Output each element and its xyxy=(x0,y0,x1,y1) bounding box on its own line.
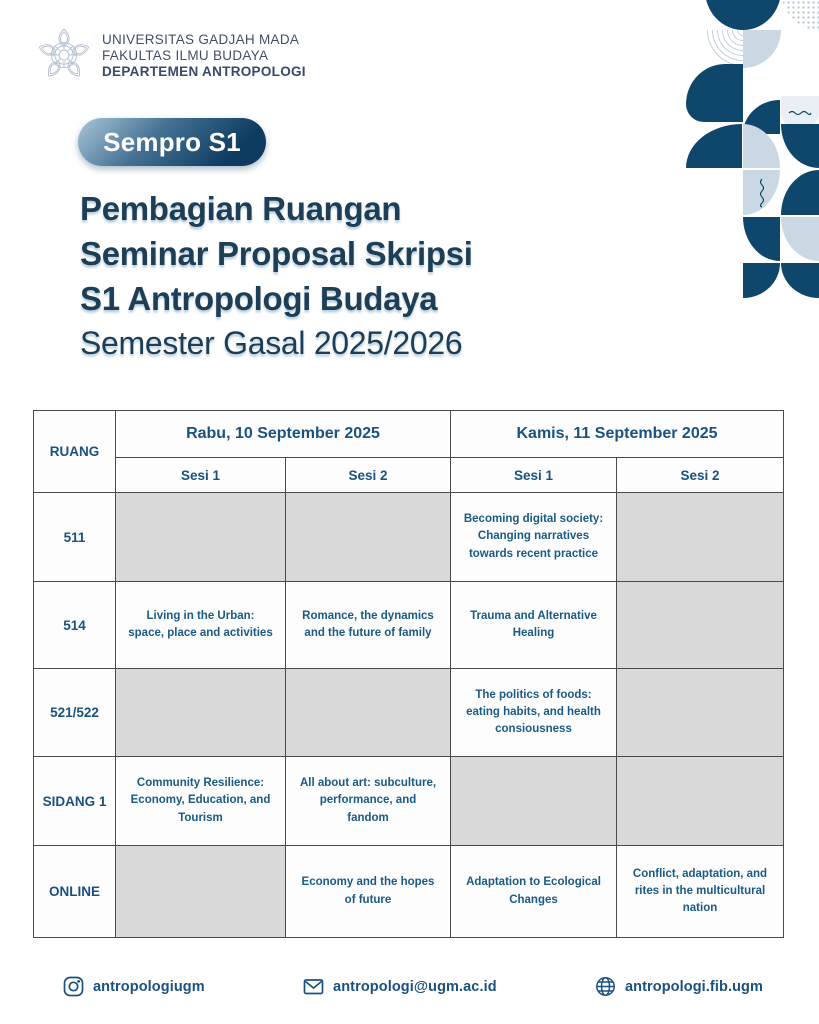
table-row xyxy=(34,582,784,669)
table-row xyxy=(34,493,784,582)
room-label: ONLINE xyxy=(34,846,116,938)
column-header-sesi-4: Sesi 2 xyxy=(617,458,784,493)
table-row xyxy=(34,846,784,938)
empty-cell xyxy=(617,669,784,757)
topic-cell: Economy and the hopes of future xyxy=(286,846,451,938)
empty-cell xyxy=(617,582,784,669)
schedule-table xyxy=(33,410,784,938)
squiggle-icon xyxy=(758,178,766,208)
mosaic-dotted-fan xyxy=(781,0,819,30)
column-header-day-2: Kamis, 11 September 2025 xyxy=(451,411,784,458)
topic-cell: Community Resilience: Economy, Education, and Tourism xyxy=(116,757,286,846)
empty-cell xyxy=(116,669,286,757)
mail-icon xyxy=(303,976,324,997)
empty-cell xyxy=(286,493,451,582)
title-line-3: S1 Antropologi Budaya xyxy=(80,280,438,317)
org-line-department: DEPARTEMEN ANTROPOLOGI xyxy=(102,64,306,80)
mosaic-leaf xyxy=(686,64,743,122)
table-header-session-row xyxy=(34,458,784,493)
topic-cell: Living in the Urban: space, place and activities xyxy=(116,582,286,669)
empty-cell xyxy=(617,493,784,582)
room-label: 521/522 xyxy=(34,669,116,757)
room-label: 514 xyxy=(34,582,116,669)
org-line-faculty: FAKULTAS ILMU BUDAYA xyxy=(102,48,269,64)
column-header-sesi-2: Sesi 2 xyxy=(286,458,451,493)
org-line-university: UNIVERSITAS GADJAH MADA xyxy=(102,32,300,47)
topic-cell: All about art: subculture, performance, and fandom xyxy=(286,757,451,846)
topic-cell: The politics of foods: eating habits, and health consiousness xyxy=(451,669,617,757)
title-line-2: Seminar Proposal Skripsi xyxy=(80,235,473,272)
empty-cell xyxy=(286,669,451,757)
topic-cell: Romance, the dynamics and the future of family xyxy=(286,582,451,669)
column-header-sesi-1: Sesi 1 xyxy=(116,458,286,493)
mosaic-petal-left xyxy=(705,0,743,30)
topic-cell: Trauma and Alternative Healing xyxy=(451,582,617,669)
wave-icon xyxy=(788,109,812,117)
page-title xyxy=(80,186,473,366)
mosaic-quarter xyxy=(781,263,819,298)
column-header-day-1: Rabu, 10 September 2025 xyxy=(116,411,451,458)
mosaic-quarter xyxy=(743,30,781,68)
decorative-mosaic xyxy=(686,0,819,300)
mosaic-squiggle-tile xyxy=(743,170,780,215)
empty-cell xyxy=(451,757,617,846)
sempro-badge xyxy=(78,118,266,166)
topic-cell: Becoming digital society: Changing narratives towards recent practice xyxy=(451,493,617,582)
mosaic-arc-fan xyxy=(705,30,743,68)
mosaic-quarter xyxy=(743,217,780,261)
contact-instagram xyxy=(63,976,205,997)
org-name-block xyxy=(102,26,306,81)
column-header-ruang: RUANG xyxy=(34,411,116,493)
instagram-icon xyxy=(63,976,84,997)
contact-instagram-label: antropologiugm xyxy=(93,978,205,995)
globe-icon xyxy=(595,976,616,997)
topic-cell: Adaptation to Ecological Changes xyxy=(451,846,617,938)
contact-email xyxy=(303,976,497,997)
title-line-semester: Semester Gasal 2025/2026 xyxy=(80,325,463,361)
contact-website xyxy=(595,976,763,997)
mosaic-quarter xyxy=(781,124,819,168)
topic-cell: Conflict, adaptation, and rites in the multicultural nation xyxy=(617,846,784,938)
room-label: SIDANG 1 xyxy=(34,757,116,846)
mosaic-quarter xyxy=(743,263,780,298)
title-line-1: Pembagian Ruangan xyxy=(80,190,402,227)
mosaic-quarter xyxy=(781,217,819,261)
room-label: 511 xyxy=(34,493,116,582)
mosaic-quarter xyxy=(686,124,742,168)
empty-cell xyxy=(116,493,286,582)
sempro-badge-label: Sempro S1 xyxy=(103,126,241,157)
contact-website-label: antropologi.fib.ugm xyxy=(624,978,763,995)
empty-cell xyxy=(116,846,286,938)
table-row xyxy=(34,669,784,757)
mosaic-quarter xyxy=(781,170,819,215)
table-header-day-row xyxy=(34,411,784,458)
column-header-sesi-3: Sesi 1 xyxy=(451,458,617,493)
mosaic-petal-right xyxy=(743,0,781,30)
table-row xyxy=(34,757,784,846)
contact-email-label: antropologi@ugm.ac.id xyxy=(333,978,497,995)
ugm-emblem-icon xyxy=(35,26,93,84)
org-header xyxy=(35,26,306,84)
contact-footer xyxy=(0,976,819,997)
empty-cell xyxy=(617,757,784,846)
